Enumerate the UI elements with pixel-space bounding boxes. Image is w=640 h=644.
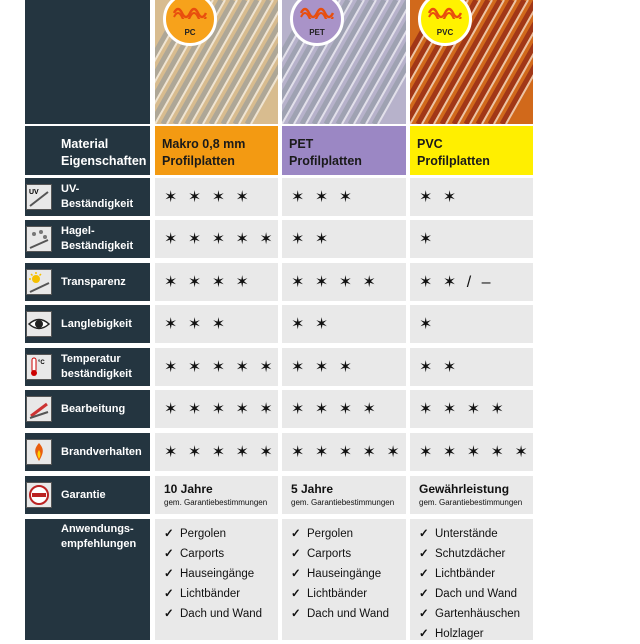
material-title-pc xyxy=(155,126,278,175)
rating-cell: ✶ ✶ ✶ ✶ xyxy=(155,178,278,216)
application-list-item: ✓ Hauseingänge xyxy=(291,564,406,584)
material-badge-text: PVC xyxy=(436,28,454,37)
property-label-line2: Beständigkeit xyxy=(61,198,134,210)
rating-cell: ✶ ✶ xyxy=(282,305,406,343)
material-image-pvc xyxy=(410,0,533,124)
application-list-item: ✓ Holzlager xyxy=(419,624,533,644)
material-title-line2: Profilplatten xyxy=(417,154,490,168)
rating-cell: ✶ ✶ ✶ ✶ ✶ xyxy=(155,348,278,386)
garantie-note: gem. Garantiebestimmungen xyxy=(164,498,268,507)
rating-cell: ✶ xyxy=(410,305,533,343)
garantie-label-text: Garantie xyxy=(61,488,106,501)
material-image-pc xyxy=(155,0,278,124)
application-list xyxy=(282,519,406,640)
anwendung-label xyxy=(25,519,150,640)
fire-icon xyxy=(26,439,52,465)
eye-icon xyxy=(26,311,52,337)
material-title-line1: PET xyxy=(289,137,314,151)
garantie-cell xyxy=(410,476,533,514)
garantie-value: Gewährleistung xyxy=(419,482,510,496)
property-label-line1: Temperatur xyxy=(61,353,121,365)
saw-icon xyxy=(26,396,52,422)
application-list-item: ✓ Unterstände xyxy=(419,524,533,544)
svg-text:°C: °C xyxy=(38,360,45,366)
material-title-pvc xyxy=(410,126,533,175)
rating-cell: ✶ ✶ / – xyxy=(410,263,533,301)
property-label-4 xyxy=(25,348,150,386)
application-list-item: ✓ Carports xyxy=(291,544,406,564)
material-badge-text: PET xyxy=(309,28,325,37)
property-label-line1: Brandverhalten xyxy=(61,445,142,458)
material-title-line2: Profilplatten xyxy=(162,154,235,168)
application-list-item: ✓ Carports xyxy=(164,544,278,564)
property-label-line2: Beständigkeit xyxy=(61,240,134,252)
material-title-line1: PVC xyxy=(417,137,443,151)
sun-icon xyxy=(26,269,52,295)
garantie-note: gem. Garantiebestimmungen xyxy=(291,498,395,507)
property-label-line2: beständigkeit xyxy=(61,368,132,380)
garantie-note: gem. Garantiebestimmungen xyxy=(419,498,523,507)
property-label-1 xyxy=(25,220,150,258)
material-image-pet xyxy=(282,0,406,124)
rating-cell: ✶ ✶ xyxy=(282,220,406,258)
rating-cell: ✶ ✶ ✶ ✶ ✶ xyxy=(410,433,533,471)
material-badge-text: PC xyxy=(184,28,196,37)
application-list-item: ✓ Pergolen xyxy=(291,524,406,544)
property-label-line1: Bearbeitung xyxy=(61,402,126,415)
application-list-item: ✓ Lichtbänder xyxy=(419,564,533,584)
application-list-item: ✓ Dach und Wand xyxy=(419,584,533,604)
rating-cell: ✶ ✶ xyxy=(410,178,533,216)
header-label-line1: Material xyxy=(61,137,109,151)
rating-cell: ✶ ✶ ✶ ✶ xyxy=(282,263,406,301)
anwendung-label-line2: empfehlungen xyxy=(61,538,137,550)
property-label-line1: Langlebigkeit xyxy=(61,317,132,330)
guarantee-seal-icon xyxy=(26,482,52,508)
thermometer-icon xyxy=(26,354,52,380)
rating-cell: ✶ ✶ ✶ ✶ ✶ xyxy=(282,433,406,471)
garantie-value: 10 Jahre xyxy=(164,482,213,496)
application-list xyxy=(410,519,533,640)
application-list-item: ✓ Hauseingänge xyxy=(164,564,278,584)
garantie-value: 5 Jahre xyxy=(291,482,334,496)
application-list-item: ✓ Schutzdächer xyxy=(419,544,533,564)
application-list xyxy=(155,519,278,640)
garantie-cell xyxy=(155,476,278,514)
property-label-line1: UV- xyxy=(61,183,80,195)
application-list-item: ✓ Lichtbänder xyxy=(291,584,406,604)
material-title-line1: Makro 0,8 mm xyxy=(162,137,246,151)
application-list-item: ✓ Dach und Wand xyxy=(164,604,278,624)
application-list-item: ✓ Dach und Wand xyxy=(291,604,406,624)
property-label-line1: Hagel- xyxy=(61,225,95,237)
anwendung-label-line1: Anwendungs- xyxy=(61,523,134,535)
property-label-6 xyxy=(25,433,150,471)
rating-cell: ✶ ✶ ✶ xyxy=(282,178,406,216)
svg-text:UV: UV xyxy=(29,189,39,196)
rating-cell: ✶ ✶ ✶ ✶ ✶ xyxy=(155,433,278,471)
header-label-line2: Eigenschaften xyxy=(61,154,147,168)
material-title-pet xyxy=(282,126,406,175)
property-label-3 xyxy=(25,305,150,343)
application-list-item: ✓ Pergolen xyxy=(164,524,278,544)
label-column-top xyxy=(25,0,150,124)
uv-icon xyxy=(26,184,52,210)
rating-cell: ✶ ✶ ✶ ✶ xyxy=(410,390,533,428)
rating-cell: ✶ ✶ ✶ xyxy=(155,305,278,343)
garantie-label xyxy=(25,476,150,514)
application-list-item: ✓ Lichtbänder xyxy=(164,584,278,604)
property-label-2 xyxy=(25,263,150,301)
garantie-cell xyxy=(282,476,406,514)
rating-cell: ✶ ✶ ✶ ✶ xyxy=(155,263,278,301)
rating-cell: ✶ ✶ ✶ ✶ ✶ xyxy=(155,220,278,258)
property-label-line1: Transparenz xyxy=(61,275,126,288)
application-list-item: ✓ Gartenhäuschen xyxy=(419,604,533,624)
rating-cell: ✶ ✶ xyxy=(410,348,533,386)
header-label xyxy=(25,126,150,175)
hail-icon xyxy=(26,226,52,252)
rating-cell: ✶ ✶ ✶ ✶ ✶ xyxy=(155,390,278,428)
material-title-line2: Profilplatten xyxy=(289,154,362,168)
rating-cell: ✶ xyxy=(410,220,533,258)
property-label-0 xyxy=(25,178,150,216)
property-label-5 xyxy=(25,390,150,428)
rating-cell: ✶ ✶ ✶ xyxy=(282,348,406,386)
rating-cell: ✶ ✶ ✶ ✶ xyxy=(282,390,406,428)
